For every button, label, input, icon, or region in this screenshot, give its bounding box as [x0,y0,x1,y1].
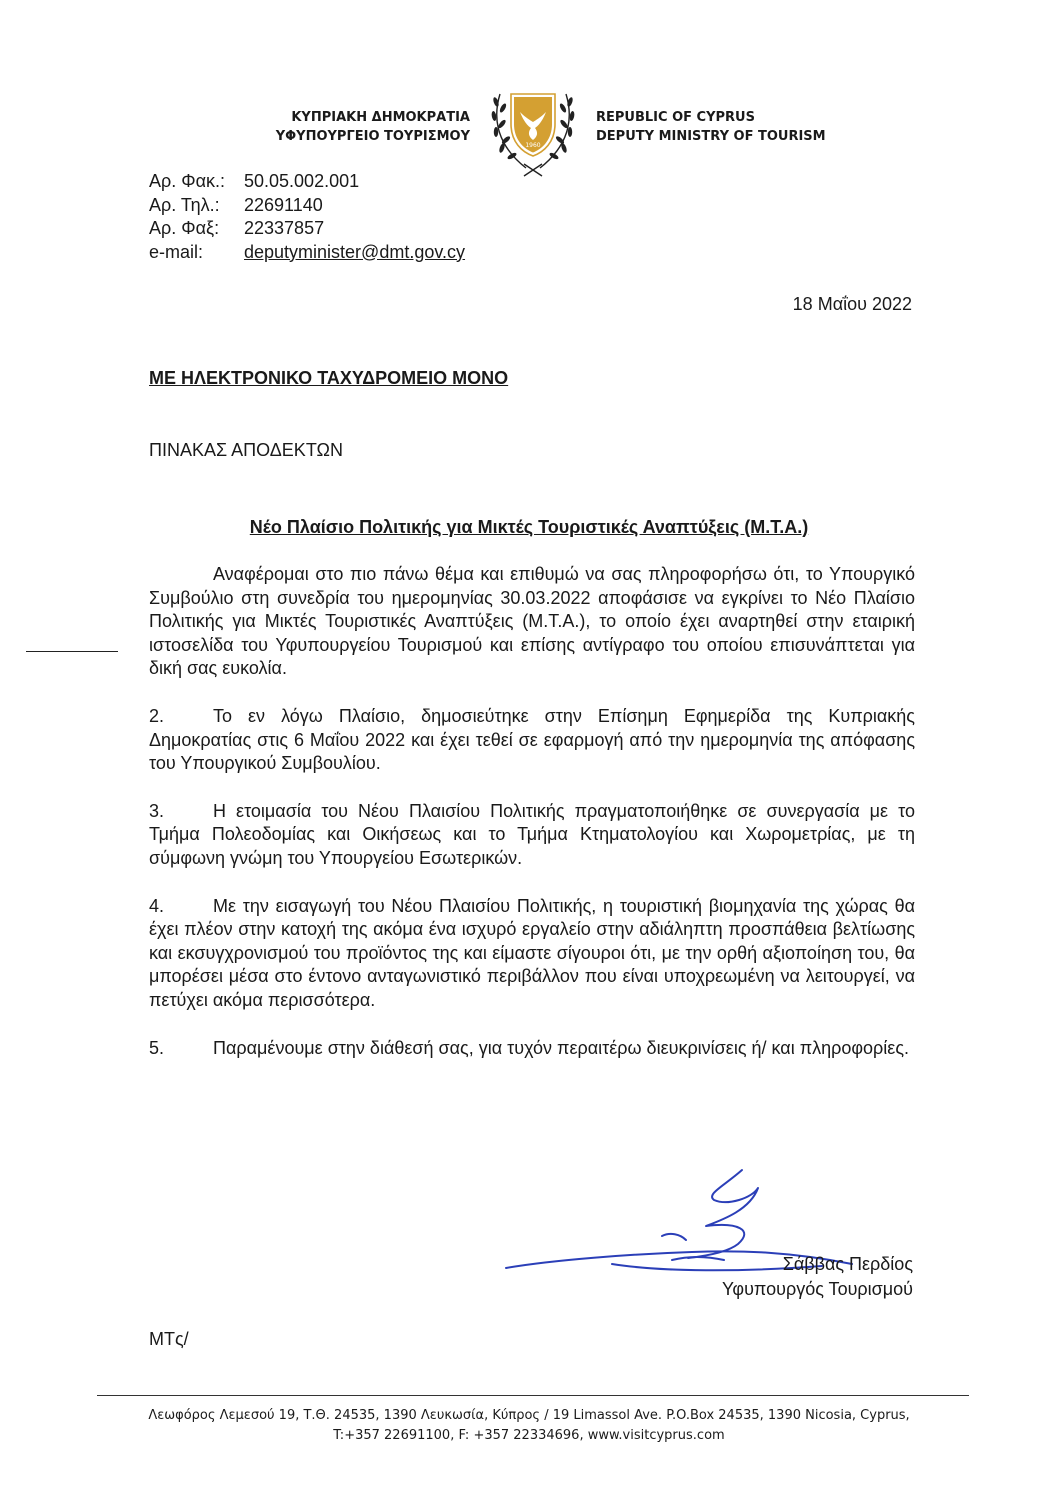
paragraph-3 [149,800,915,871]
email-row [149,241,465,265]
letter-body [149,563,915,1084]
phone-value: 22691140 [244,194,323,215]
footer-divider [97,1395,969,1396]
reference-block [149,170,465,264]
paragraph-2-number: 2. [149,705,165,726]
paragraph-2-text: Το εν λόγω Πλαίσιο, δημοσιεύτηκε στην Επίσημη Εφημερίδα της Κυπριακής Δημοκρατίας στις 6 Μαΐου 2022 και έχει τεθεί σε εφαρμογή από την ημερομηνία της απόφασης του Υπουργικού Συμβουλίου. [149,705,915,774]
paragraph-1 [149,563,915,681]
header-greek-line1: ΚΥΠΡΙΑΚΗ ΔΗΜΟΚΡΑΤΙΑ [291,110,470,125]
paragraph-5 [149,1037,915,1061]
email-link[interactable]: deputyminister@dmt.gov.cy [244,241,466,262]
paragraph-1-text: Αναφέρομαι στο πιο πάνω θέμα και επιθυμώ να σας πληροφορήσω ότι, το Υπουργικό Συμβούλιο στη συνεδρία του ημερομηνίας 30.03.2022 αποφάσισε να εγκρίνει το Νέο Πλαίσιο Πολιτικής για Μικτές Τουριστικές Αναπτύξεις (Μ.Τ.Α.), το οποίο έχει αναρτηθεί στην εταιρική ιστοσελίδα του Υφυπουργείου Τουρισμού και επίσης αντίγραφο του οποίου επισυνάπτεται για δική σας ευκολία. [149,564,915,679]
header-english-line1: REPUBLIC OF CYPRUS [596,110,755,125]
phone-label: Αρ. Τηλ.: [149,194,220,215]
footer-address [0,1406,1058,1446]
letter-date: 18 Μαΐου 2022 [792,294,912,314]
signer-block [722,1252,913,1302]
paragraph-3-text: Η ετοιμασία του Νέου Πλαισίου Πολιτικής πραγματοποιήθηκε σε συνεργασία με το Τμήμα Πολεοδομίας και Οικήσεως και το Τμήμα Κτηματολογίου και Χωρομετρίας, με τη σύμφωνη γνώμη του Υπουργείου Εσωτερικών. [149,800,915,868]
fax-label: Αρ. Φαξ: [149,218,220,238]
paragraph-4 [149,895,915,1013]
cyprus-coat-of-arms-icon [478,80,588,180]
header-greek-line2: ΥΦΥΠΟΥΡΓΕΙΟ ΤΟΥΡΙΣΜΟΥ [275,129,470,144]
emblem-year: 1960 [525,142,541,149]
paragraph-4-text: Με την εισαγωγή του Νέου Πλαισίου Πολιτικής, η τουριστική βιομηχανία της χώρας θα έχει πλέον στην κατοχή της ακόμα ένα ισχυρό εργαλείο στην αδιάληπτη προσπάθεια βελτίωσης και εκσυγχρονισμού του προϊόντος της και είμαστε σίγουροι ότι, με την ορθή αξιοποίηση του, θα μπορέσει μέσα στο έντονο ανταγωνιστικό περιβάλλον που είναι υποχρεωμένη να λειτουργεί, να πετύχει ακόμα περισσότερα. [149,895,915,1010]
paragraph-3-number: 3. [149,800,165,821]
footer-line2: T:+357 22691100, F: +357 22334696, www.visitcyprus.com [333,1428,725,1443]
fax-row [149,217,465,241]
header-english [596,108,826,146]
fax-value: 22337857 [244,218,325,238]
paragraph-4-number: 4. [149,895,165,916]
file-number-value: 50.05.002.001 [244,171,360,191]
signer-name: Σάββας Περδίος [782,1254,913,1274]
paragraph-5-text: Παραμένουμε στην διάθεσή σας, για τυχόν περαιτέρω διευκρινίσεις ή/ και πληροφορίες. [213,1037,909,1058]
paragraph-5-number: 5. [149,1037,165,1058]
email-label: e-mail: [149,241,204,262]
signer-title: Υφυπουργός Τουρισμού [722,1279,913,1299]
header-greek [276,108,470,146]
file-number-label: Αρ. Φακ.: [149,171,226,191]
letter-subject: Νέο Πλαίσιο Πολιτικής για Μικτές Τουριστικές Αναπτύξεις (Μ.Τ.Α.) [249,517,809,537]
typist-initials: ΜΤς/ [149,1329,189,1349]
paragraph-2 [149,705,915,776]
recipients-heading: ΠΙΝΑΚΑΣ ΑΠΟΔΕΚΤΩΝ [149,440,343,460]
footer-line1: Λεωφόρος Λεμεσού 19, Τ.Θ. 24535, 1390 Λευκωσία, Κύπρος / 19 Limassol Ave. P.O.Box 24535, 1390 Nicosia, Cyprus, [148,1408,910,1423]
header-english-line2: DEPUTY MINISTRY OF TOURISM [596,129,826,144]
file-number-row [149,170,465,194]
phone-row [149,194,465,218]
margin-mark [26,651,118,652]
delivery-note: ΜΕ ΗΛΕΚΤΡΟΝΙΚΟ ΤΑΧΥΔΡΟΜΕΙΟ ΜΟΝΟ [149,368,509,388]
